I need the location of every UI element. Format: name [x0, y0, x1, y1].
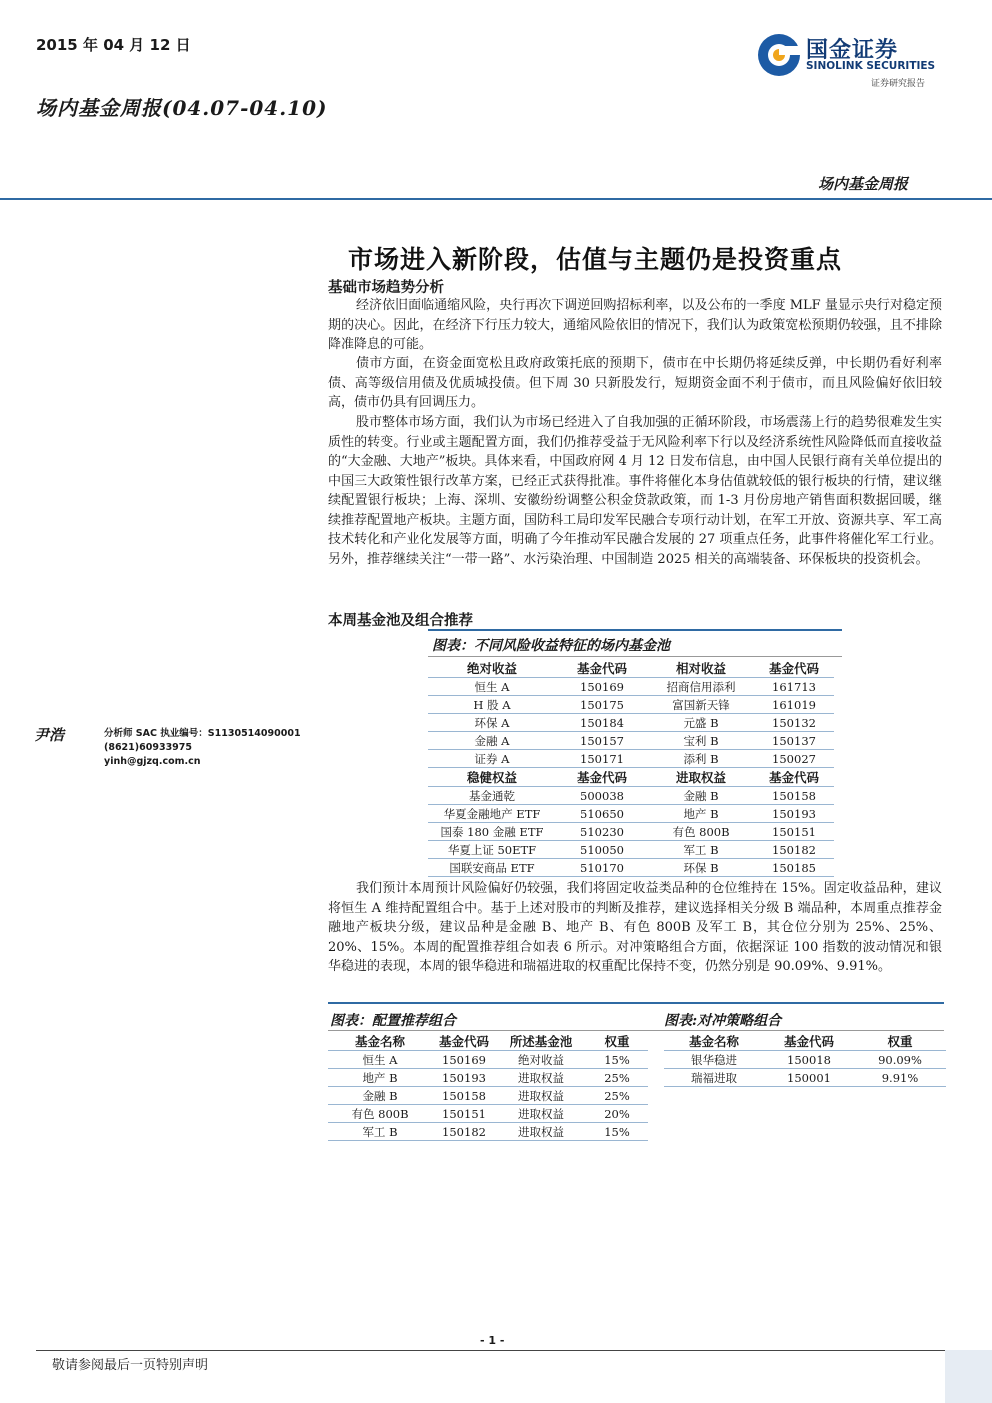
pool-table-cell: 招商信用添利	[648, 678, 754, 696]
alloc-table-header-row	[328, 1032, 648, 1051]
page-number: - 1 -	[480, 1334, 505, 1347]
pool-table-cell: 添利 B	[648, 750, 754, 768]
alloc-table-cell: 150182	[432, 1123, 496, 1141]
pool-table-header-cell: 相对收益	[648, 659, 754, 678]
section1-paragraph-3: 股市整体市场方面，我们认为市场已经进入了自我加强的正循环阶段，市场震荡上行的趋势很难发生实质性的转变。行业或主题配置方面，我们仍推荐受益于无风险利率下行以及经济系统性风险降低而直接收益的“大金融、大地产”板块。具体来看，中国政府网 4 月 12 日发布信息，由中国人民银行商有关单位提出的中国三大政策性银行改革方案，已经正式获得批准。事件将催化本身估值就较低的银行板块的行情，建议继续配置银行板块；上海、深圳、安徽纷纷调整公积金贷款政策，而 1-3 月份房地产销售面积数据回暖，继续推荐配置地产板块。主题方面，国防科工局印发军民融合专项行动计划，在军工开放、资源共享、军工高技术转化和产业化发展等方面，明确了今年推动军民融合发展的 27 项重点任务，此事件将催化军工行业。另外，推荐继续关注“一带一路”、水污染治理、中国制造 2025 相关的高端装备、环保板块的投资机会。	[328, 415, 942, 567]
pool-table-cell: 510230	[556, 823, 648, 841]
pool-table-cell: 150171	[556, 750, 648, 768]
hedge-table-cell: 150018	[764, 1051, 854, 1069]
pool-table-header-cell: 基金代码	[556, 659, 648, 678]
report-date: 2015 年 04 月 12 日	[36, 36, 191, 54]
pool-table-cell: 国泰 180 金融 ETF	[428, 823, 556, 841]
hedge-table-title: 图表:对冲策略组合	[664, 1013, 782, 1029]
lower-tables-title-rule	[328, 1030, 944, 1031]
hedge-table-header-cell: 基金代码	[764, 1032, 854, 1051]
alloc-table-cell: 150193	[432, 1069, 496, 1087]
company-logo	[756, 30, 946, 90]
alloc-table-title: 图表：配置推荐组合	[330, 1013, 456, 1029]
pool-table-header-row	[428, 768, 834, 787]
pool-table-header-cell: 绝对收益	[428, 659, 556, 678]
pool-table-cell: 150027	[754, 750, 834, 768]
pool-table-cell: 150158	[754, 787, 834, 805]
pool-table-cell: 金融 B	[648, 787, 754, 805]
pool-table-cell: 150151	[754, 823, 834, 841]
pool-table-row	[428, 823, 834, 841]
section1-heading: 基础市场趋势分析	[328, 280, 444, 296]
analyst-name: 尹浩	[34, 726, 65, 744]
alloc-table-cell: 地产 B	[328, 1069, 432, 1087]
alloc-table-row	[328, 1051, 648, 1069]
header-divider	[0, 198, 992, 200]
pool-table-cell: 元盛 B	[648, 714, 754, 732]
pool-table-cell: 华夏金融地产 ETF	[428, 805, 556, 823]
section2-paragraph: 我们预计本周预计风险偏好仍较强，我们将固定收益类品种的仓位维持在 15%。固定收益品种，建议将恒生 A 维持配置组合中。基于上述对股市的判断及推荐，建议选择相关分级 B 端品种，本周重点推荐金融地产板块分级，建议品种是金融 B、地产 B、有色 800B 及军工 B，其仓位分别为 25%、25%、20%、15%。本周的配置推荐组合如表 6 所示。对冲策略组合方面，依据深证 100 指数的波动情况和银华稳进的表现，本周的银华稳进和瑞福进取的权重配比保持不变，仍然分别是 90.09%、9.91%。	[328, 881, 942, 974]
pool-table-cell: 150169	[556, 678, 648, 696]
hedge-table-cell: 150001	[764, 1069, 854, 1087]
pool-table-header-cell: 稳健权益	[428, 768, 556, 787]
alloc-table-cell: 进取权益	[496, 1105, 586, 1123]
pool-table-header-cell: 基金代码	[754, 768, 834, 787]
section-name: 场内基金周报	[818, 175, 909, 193]
hedge-table-cell: 瑞福进取	[664, 1069, 764, 1087]
pool-table-cell: 华夏上证 50ETF	[428, 841, 556, 859]
pool-table-row	[428, 787, 834, 805]
alloc-table-cell: 进取权益	[496, 1123, 586, 1141]
alloc-table-cell: 恒生 A	[328, 1051, 432, 1069]
hedge-table-cell: 90.09%	[854, 1051, 946, 1069]
pool-table-cell: 有色 800B	[648, 823, 754, 841]
pool-table-cell: 富国新天锋	[648, 696, 754, 714]
alloc-table-cell: 绝对收益	[496, 1051, 586, 1069]
alloc-table-cell: 15%	[586, 1051, 648, 1069]
logo-name-en: SINOLINK SECURITIES	[806, 60, 936, 72]
pool-table-row	[428, 805, 834, 823]
pool-table-cell: 150137	[754, 732, 834, 750]
alloc-table-cell: 有色 800B	[328, 1105, 432, 1123]
footer-disclaimer: 敬请参阅最后一页特别声明	[52, 1358, 209, 1373]
alloc-table-cell: 20%	[586, 1105, 648, 1123]
pool-table-title: 图表：不同风险收益特征的场内基金池	[432, 638, 670, 654]
alloc-table-header-cell: 基金代码	[432, 1032, 496, 1051]
pool-table-header-cell: 进取权益	[648, 768, 754, 787]
pool-table-cell: 金融 A	[428, 732, 556, 750]
alloc-table-cell: 25%	[586, 1087, 648, 1105]
hedge-table-header-cell: 权重	[854, 1032, 946, 1051]
pool-table-cell: 150185	[754, 859, 834, 877]
alloc-table-cell: 15%	[586, 1123, 648, 1141]
logo-subtitle: 证券研究报告	[871, 79, 926, 89]
section1-paragraph-2: 债市方面，在资金面宽松且政府政策托底的预期下，债市在中长期仍将延续反弹，中长期仍看好利率债、高等级信用债及优质城投债。但下周 30 只新股发行，短期资金面不利于债市，而且风险偏好依旧较高，债市仍具有回调压力。	[328, 356, 942, 410]
pool-table-row	[428, 678, 834, 696]
pool-table-header-row	[428, 659, 834, 678]
alloc-table-header-cell: 基金名称	[328, 1032, 432, 1051]
alloc-table-cell: 150151	[432, 1105, 496, 1123]
pool-table-cell: 基金通乾	[428, 787, 556, 805]
pool-table-row	[428, 714, 834, 732]
alloc-table-row	[328, 1069, 648, 1087]
alloc-table-cell: 25%	[586, 1069, 648, 1087]
alloc-table-cell: 军工 B	[328, 1123, 432, 1141]
pool-table-row	[428, 732, 834, 750]
pool-table-cell: 军工 B	[648, 841, 754, 859]
logo-name-cn: 国金证券	[806, 38, 899, 63]
pool-table-cell: 150193	[754, 805, 834, 823]
alloc-table-cell: 金融 B	[328, 1087, 432, 1105]
pool-table-cell: 510650	[556, 805, 648, 823]
alloc-table-row	[328, 1123, 648, 1141]
alloc-table-row	[328, 1105, 648, 1123]
pool-table-cell: 161019	[754, 696, 834, 714]
pool-table-top-rule	[428, 629, 842, 631]
section2-heading: 本周基金池及组合推荐	[328, 613, 473, 629]
pool-table-cell: 161713	[754, 678, 834, 696]
analyst-email[interactable]: yinh@gjzq.com.cn	[104, 756, 201, 767]
alloc-table-header-cell: 所述基金池	[496, 1032, 586, 1051]
pool-table-header-cell: 基金代码	[556, 768, 648, 787]
pool-table-header-cell: 基金代码	[754, 659, 834, 678]
analyst-info	[104, 727, 301, 769]
pool-table-row	[428, 696, 834, 714]
alloc-table-row	[328, 1087, 648, 1105]
pool-table-cell: 环保 A	[428, 714, 556, 732]
pool-table-cell: 宝利 B	[648, 732, 754, 750]
pool-table-cell: 地产 B	[648, 805, 754, 823]
hedge-table-row	[664, 1051, 946, 1069]
hedge-table-cell: 9.91%	[854, 1069, 946, 1087]
pool-table-cell: 150157	[556, 732, 648, 750]
pool-table-cell: 证券 A	[428, 750, 556, 768]
alloc-table-cell: 150158	[432, 1087, 496, 1105]
pool-table-cell: 环保 B	[648, 859, 754, 877]
pool-table-cell: 150184	[556, 714, 648, 732]
pool-table-row	[428, 841, 834, 859]
pool-table-title-rule	[428, 656, 842, 657]
analyst-license: 分析师 SAC 执业编号：S1130514090001	[104, 728, 301, 739]
alloc-table-header-cell: 权重	[586, 1032, 648, 1051]
pool-table-cell: 500038	[556, 787, 648, 805]
pool-table-cell: 510050	[556, 841, 648, 859]
pool-table-cell: 国联安商品 ETF	[428, 859, 556, 877]
pool-table-cell: 150175	[556, 696, 648, 714]
fund-pool-table	[428, 659, 834, 877]
sinolink-logo-icon	[756, 32, 802, 78]
alloc-table	[328, 1032, 648, 1141]
footer-divider	[36, 1350, 956, 1351]
corner-decoration	[945, 1350, 992, 1403]
pool-table-cell: H 股 A	[428, 696, 556, 714]
pool-table-cell: 150182	[754, 841, 834, 859]
pool-table-cell: 150132	[754, 714, 834, 732]
hedge-table-header-cell: 基金名称	[664, 1032, 764, 1051]
analyst-phone: (8621)60933975	[104, 742, 193, 753]
hedge-table	[664, 1032, 946, 1087]
pool-table-row	[428, 750, 834, 768]
hedge-table-row	[664, 1069, 946, 1087]
section1-paragraph-1: 经济依旧面临通缩风险，央行再次下调逆回购招标利率，以及公布的一季度 MLF 量显示央行对稳定预期的决心。因此，在经济下行压力较大，通缩风险依旧的情况下，我们认为政策宽松预期仍较强，且不排除降准降息的可能。	[328, 298, 942, 352]
headline: 市场进入新阶段，估值与主题仍是投资重点	[348, 245, 843, 274]
pool-table-cell: 恒生 A	[428, 678, 556, 696]
alloc-table-cell: 进取权益	[496, 1087, 586, 1105]
alloc-table-cell: 进取权益	[496, 1069, 586, 1087]
pool-table-cell: 510170	[556, 859, 648, 877]
pool-table-row	[428, 859, 834, 877]
hedge-table-header-row	[664, 1032, 946, 1051]
alloc-table-cell: 150169	[432, 1051, 496, 1069]
hedge-table-cell: 银华稳进	[664, 1051, 764, 1069]
lower-tables-top-rule	[328, 1002, 944, 1004]
report-title: 场内基金周报(04.07-04.10)	[36, 96, 328, 120]
